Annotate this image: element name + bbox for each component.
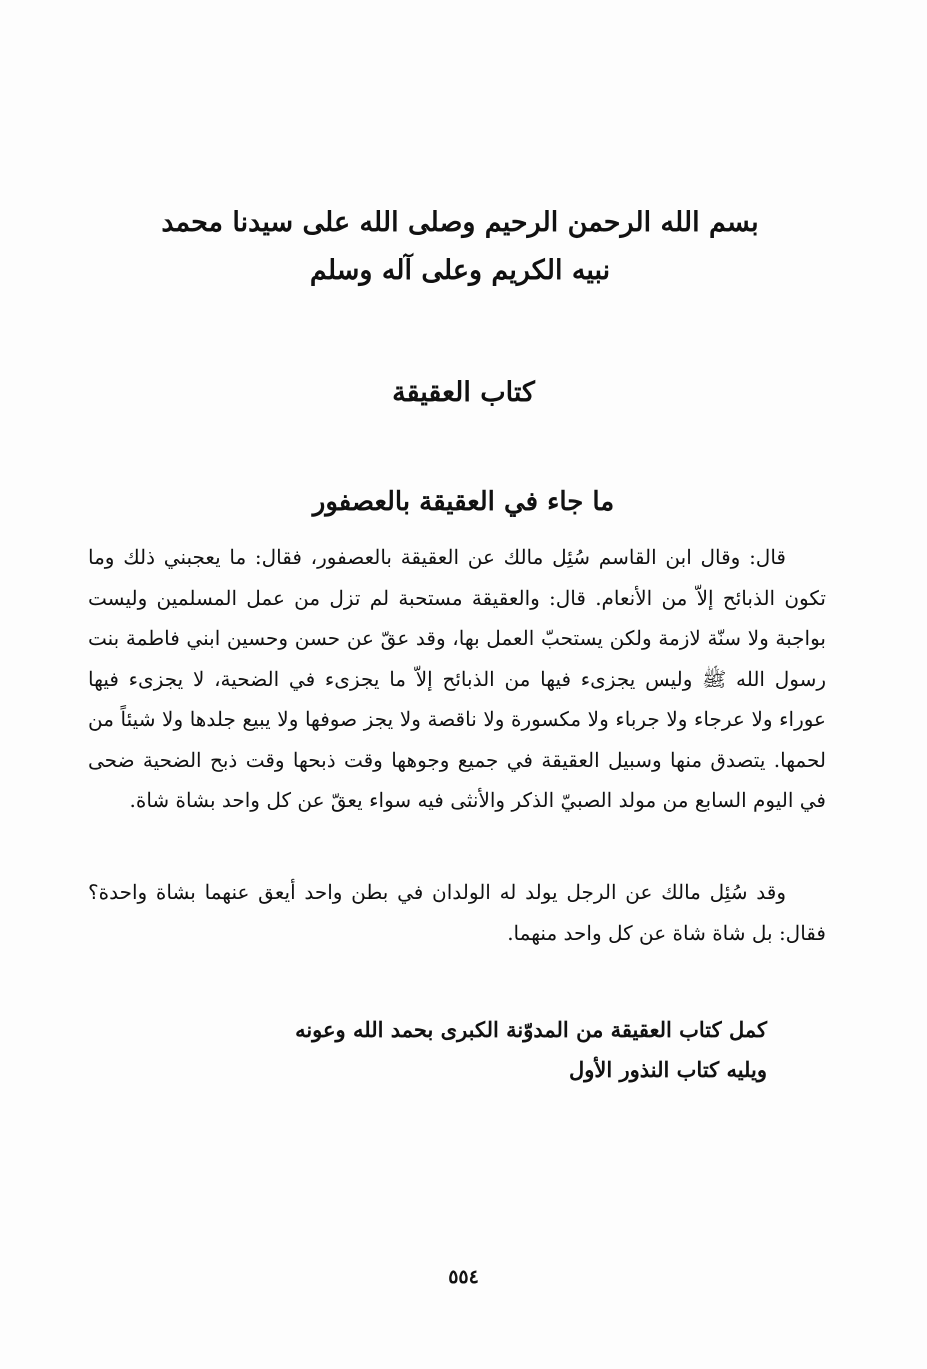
basmala-line-1: بسم الله الرحمن الرحيم وصلى الله على سيدنا محمد [161, 207, 759, 238]
book-title: كتاب العقيقة [392, 377, 535, 408]
paragraph-2: وقد سُئِل مالك عن الرجل يولد له الولدان في بطن واحد أيعق عنهما بشاة واحدة؟ فقال: بل شاة شاة عن كل واحد منهما. [88, 880, 826, 945]
colophon-line-1: كمل كتاب العقيقة من المدوّنة الكبرى بحمد الله وعونه [295, 1017, 767, 1042]
page-number: ٥٥٤ [448, 1266, 479, 1288]
colophon-line-2: ويليه كتاب النذور الأول [568, 1057, 767, 1082]
paragraph-1: قال: وقال ابن القاسم سُئِل مالك عن العقيقة بالعصفور، فقال: ما يعجبني ذلك وما تكون الذبائح إلاّ من الأنعام. قال: والعقيقة مستحبة لم تزل من عمل المسلمين وليست بواجبة ولا سنّة لازمة ولكن يستحبّ العمل بها، وقد عقّ عن حسن وحسين ابني فاطمة بنت رسول الله ﷺ وليس يجزىء فيها من الذبائح إلاّ ما يجزىء في الضحية، لا يجزىء فيها عوراء ولا عرجاء ولا جرباء ولا مكسورة ولا ناقصة ولا يجز صوفها ولا يبيع جلدها ولا شيئاً من لحمها. يتصدق منها وسبيل العقيقة في جميع وجوهها وقت ذبحها وقت ذبح الضحية ضحى في اليوم السابع من مولد الصبيّ الذكر والأنثى فيه سواء يعقّ عن كل واحد بشاة شاة. [88, 545, 826, 812]
chapter-title: ما جاء في العقيقة بالعصفور [312, 487, 615, 517]
basmala-line-2: نبيه الكريم وعلى آله وسلم [309, 255, 611, 286]
